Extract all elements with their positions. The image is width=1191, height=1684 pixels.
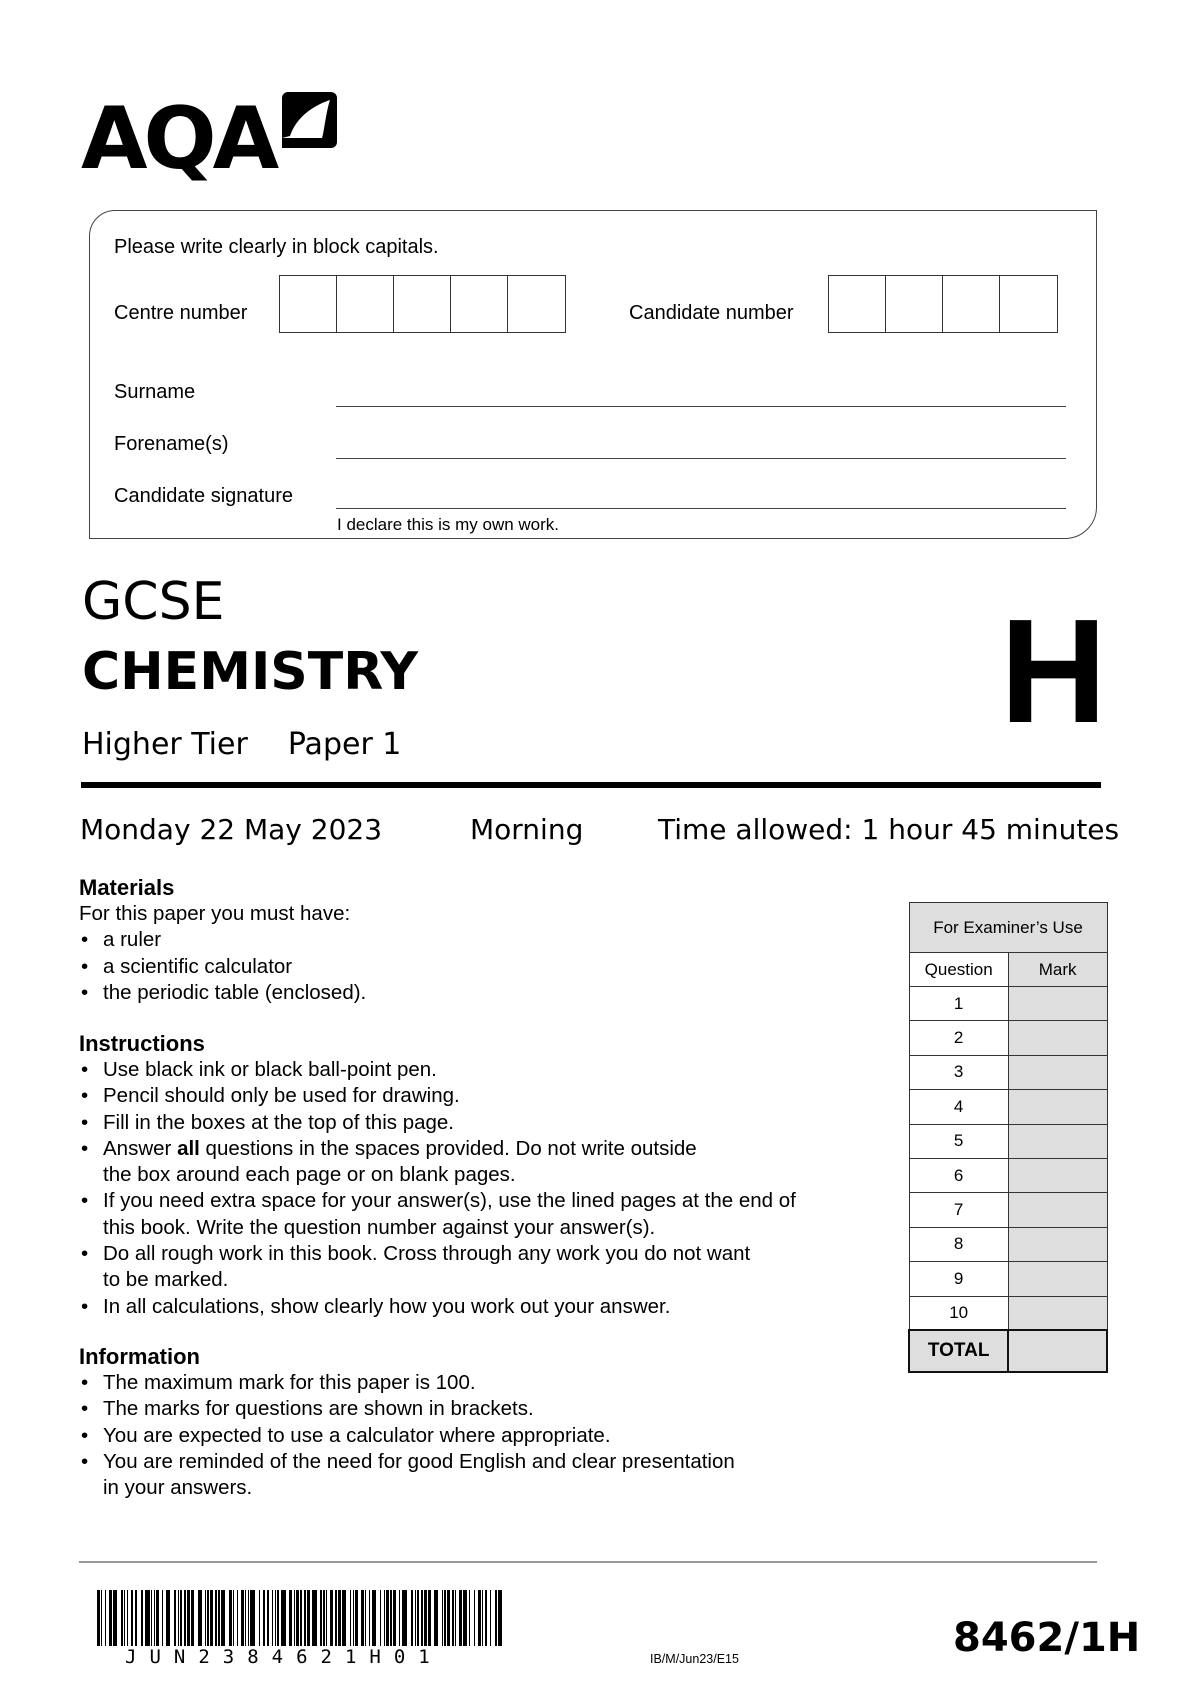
examiner-table-title: For Examiner’s Use — [909, 903, 1107, 953]
title-divider — [81, 782, 1101, 788]
mark-cell — [1008, 1124, 1107, 1158]
mark-cell — [1008, 1055, 1107, 1089]
list-item: • a ruler — [79, 927, 879, 953]
forenames-label: Forename(s) — [114, 433, 229, 455]
information-list — [79, 1370, 879, 1501]
total-row — [909, 1330, 1107, 1372]
table-row — [909, 1124, 1107, 1158]
table-row — [909, 1158, 1107, 1192]
exam-session: Morning — [470, 813, 584, 846]
centre-number-digit[interactable] — [451, 276, 508, 332]
table-row — [909, 1296, 1107, 1330]
question-number: 8 — [909, 1227, 1008, 1261]
instructions-list — [79, 1057, 879, 1320]
examiner-use-table — [908, 902, 1108, 1373]
question-number: 1 — [909, 987, 1008, 1021]
question-number: 3 — [909, 1055, 1008, 1089]
logo-text: AQA — [81, 89, 276, 189]
text: questions in the spaces provided. Do not write outside — [199, 1136, 697, 1160]
tier-label: Higher Tier — [82, 727, 248, 762]
total-mark-cell — [1008, 1330, 1107, 1372]
table-row — [909, 1055, 1107, 1089]
list-item — [79, 1449, 879, 1502]
instructions-section — [79, 1031, 879, 1320]
question-number: 6 — [909, 1158, 1008, 1192]
mark-cell — [1008, 1262, 1107, 1296]
mark-column-header: Mark — [1008, 953, 1107, 987]
document-reference: IB/M/Jun23/E15 — [650, 1652, 739, 1666]
surname-field[interactable] — [336, 406, 1066, 407]
candidate-number-field[interactable] — [828, 275, 1058, 333]
mark-cell — [1008, 1158, 1107, 1192]
declaration-text: I declare this is my own work. — [337, 515, 560, 534]
list-item: • The marks for questions are shown in brackets. — [79, 1396, 879, 1422]
question-column-header: Question — [909, 953, 1008, 987]
mark-cell — [1008, 1193, 1107, 1227]
question-number: 9 — [909, 1262, 1008, 1296]
materials-list — [79, 927, 879, 1006]
text: the box around each page or on blank pages. — [103, 1163, 516, 1187]
information-heading: Information — [79, 1344, 200, 1369]
candidate-number-label: Candidate number — [629, 302, 794, 324]
list-item: • You are expected to use a calculator where appropriate. — [79, 1423, 879, 1449]
question-number: 7 — [909, 1193, 1008, 1227]
table-row — [909, 1227, 1107, 1261]
table-row — [909, 987, 1107, 1021]
list-item: • a scientific calculator — [79, 954, 879, 980]
text: to be marked. — [103, 1268, 229, 1292]
question-number: 10 — [909, 1296, 1008, 1330]
centre-number-digit[interactable] — [280, 276, 337, 332]
centre-number-digit[interactable] — [337, 276, 394, 332]
materials-heading: Materials — [79, 875, 175, 900]
instructions-heading: Instructions — [79, 1031, 205, 1056]
centre-number-field[interactable] — [279, 275, 566, 333]
list-item: • Use black ink or black ball-point pen. — [79, 1057, 879, 1083]
mark-cell — [1008, 1090, 1107, 1124]
table-row — [909, 1090, 1107, 1124]
list-item — [79, 1136, 879, 1189]
list-item: • Fill in the boxes at the top of this page. — [79, 1110, 879, 1136]
mark-cell — [1008, 1227, 1107, 1261]
signature-field[interactable] — [336, 508, 1066, 509]
text: this book. Write the question number against your answer(s). — [103, 1215, 656, 1239]
surname-label: Surname — [114, 381, 196, 403]
forenames-field[interactable] — [336, 458, 1066, 459]
candidate-number-digit[interactable] — [886, 276, 943, 332]
candidate-number-digit[interactable] — [1000, 276, 1057, 332]
table-row — [909, 1262, 1107, 1296]
tier-paper-line — [82, 725, 401, 765]
subject-title: CHEMISTRY — [82, 642, 419, 702]
question-number: 5 — [909, 1124, 1008, 1158]
mark-cell — [1008, 987, 1107, 1021]
list-item: • The maximum mark for this paper is 100. — [79, 1370, 879, 1396]
mark-cell — [1008, 1296, 1107, 1330]
candidate-number-digit[interactable] — [943, 276, 1000, 332]
qualification-title: GCSE — [82, 572, 225, 632]
barcode — [97, 1590, 507, 1646]
aqa-leaf-icon — [282, 92, 337, 148]
list-item — [79, 1188, 879, 1241]
centre-number-digit[interactable] — [394, 276, 451, 332]
signature-label: Candidate signature — [114, 485, 294, 507]
question-number: 4 — [909, 1090, 1008, 1124]
mark-cell — [1008, 1021, 1107, 1055]
block-capitals-instruction: Please write clearly in block capitals. — [114, 236, 439, 258]
text: Answer — [103, 1136, 178, 1160]
centre-number-digit[interactable] — [508, 276, 565, 332]
candidate-number-digit[interactable] — [829, 276, 886, 332]
text: You are reminded of the need for good English and clear presentation — [103, 1449, 735, 1473]
exam-date: Monday 22 May 2023 — [80, 813, 383, 846]
paper-code: 8462/1H — [953, 1615, 1141, 1661]
list-item — [79, 1241, 879, 1294]
text: in your answers. — [103, 1476, 253, 1500]
total-label: TOTAL — [909, 1330, 1008, 1372]
text: Do all rough work in this book. Cross through any work you do not want — [103, 1242, 751, 1266]
table-row — [909, 1193, 1107, 1227]
footer-divider — [79, 1561, 1097, 1563]
list-item: • Pencil should only be used for drawing. — [79, 1083, 879, 1109]
table-row — [909, 1021, 1107, 1055]
aqa-logo — [81, 89, 341, 189]
barcode-text: JUN2384621H01 — [125, 1646, 443, 1668]
list-item: • In all calculations, show clearly how you work out your answer. — [79, 1294, 879, 1320]
list-item: • the periodic table (enclosed). — [79, 980, 879, 1006]
materials-section — [79, 875, 879, 1006]
paper-label: Paper 1 — [287, 727, 402, 762]
tier-letter: H — [1000, 589, 1107, 754]
emphasis: all — [177, 1136, 200, 1160]
materials-intro: For this paper you must have: — [79, 902, 351, 925]
centre-number-label: Centre number — [114, 302, 248, 324]
question-number: 2 — [909, 1021, 1008, 1055]
information-section — [79, 1344, 879, 1501]
text: If you need extra space for your answer(s), use the lined pages at the end of — [103, 1189, 796, 1213]
time-allowed: Time allowed: 1 hour 45 minutes — [658, 813, 1120, 846]
